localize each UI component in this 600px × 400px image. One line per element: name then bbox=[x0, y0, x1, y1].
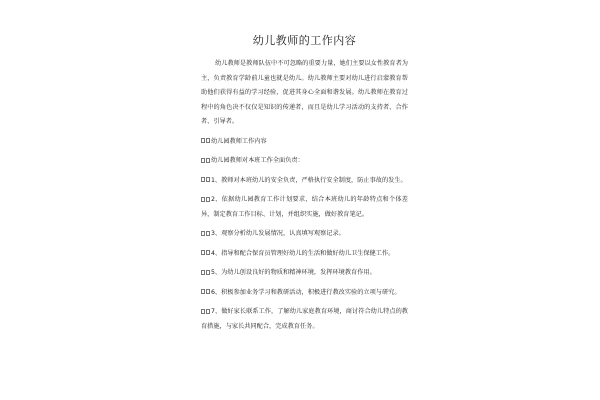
placeholder-box-icon bbox=[201, 138, 205, 143]
placeholder-box-icon bbox=[206, 309, 210, 314]
list-item bbox=[201, 286, 408, 301]
placeholder-box-icon bbox=[201, 309, 205, 314]
placeholder-box-icon bbox=[201, 158, 205, 163]
placeholder-box-icon bbox=[201, 177, 205, 182]
item-text: 2、依据幼儿园教育工作计划要求，结合本班幼儿的年龄特点和个体差异，制定教育工作目标、计划，并组织实施，做好教育笔记。 bbox=[201, 196, 408, 218]
placeholder-box-icon bbox=[201, 197, 205, 202]
document-title: 幼儿教师的工作内容 bbox=[252, 34, 357, 47]
placeholder-box-icon bbox=[206, 250, 210, 255]
list-item bbox=[201, 193, 408, 222]
placeholder-box-icon bbox=[206, 197, 210, 202]
placeholder-box-icon bbox=[206, 177, 210, 182]
item-text: 4、指导和配合保育员管理好幼儿的生活和做好幼儿卫生保健工作。 bbox=[211, 249, 395, 257]
item-text: 7、做好家长联系工作，了解幼儿家庭教育环境，商讨符合幼儿特点的教育措施，与家长共同配合，完成教育任务。 bbox=[201, 308, 408, 330]
placeholder-box-icon bbox=[201, 289, 205, 294]
item-text: 幼儿园教师工作内容 bbox=[211, 137, 267, 145]
list-item bbox=[201, 305, 408, 334]
list-item bbox=[201, 154, 408, 169]
list-item bbox=[201, 266, 408, 281]
placeholder-box-icon bbox=[206, 231, 210, 236]
placeholder-box-icon bbox=[206, 138, 210, 143]
item-text: 3、观察分析幼儿发展情况，认真填写观察记录。 bbox=[211, 230, 345, 237]
list-item bbox=[201, 174, 408, 189]
item-text: 5、为幼儿创设良好的物质和精神环境，发挥环境教育作用。 bbox=[211, 269, 376, 276]
placeholder-box-icon bbox=[206, 158, 210, 163]
placeholder-box-icon bbox=[201, 270, 205, 275]
list-item bbox=[201, 227, 408, 242]
placeholder-box-icon bbox=[201, 231, 205, 236]
intro-paragraph: 幼儿教师是教师队伍中不可忽略的重要力量，她们主要以女性教育者为主，负责教育学龄前儿童也就是幼儿。幼儿教师主要对幼儿进行启蒙教育帮助他们获得有益的学习经验，促进其身心全面和谐发展。幼儿教师在教育过程中的角色决不仅仅是知识的传递者，而且是幼儿学习活动的支持者、合作者、引导者。 bbox=[201, 60, 408, 125]
placeholder-box-icon bbox=[206, 289, 210, 294]
section-heading bbox=[201, 135, 408, 150]
item-text: 6、积极参加业务学习和教研活动，积极进行教改实验的立项与研究。 bbox=[211, 288, 401, 296]
item-text: 1、教师对本班幼儿的安全负责，严格执行安全制度，防止事故的发生。 bbox=[211, 176, 407, 184]
item-text: 幼儿园教师对本班工作全面负责： bbox=[211, 157, 304, 164]
list-item bbox=[201, 247, 408, 262]
placeholder-box-icon bbox=[201, 250, 205, 255]
placeholder-box-icon bbox=[206, 270, 210, 275]
